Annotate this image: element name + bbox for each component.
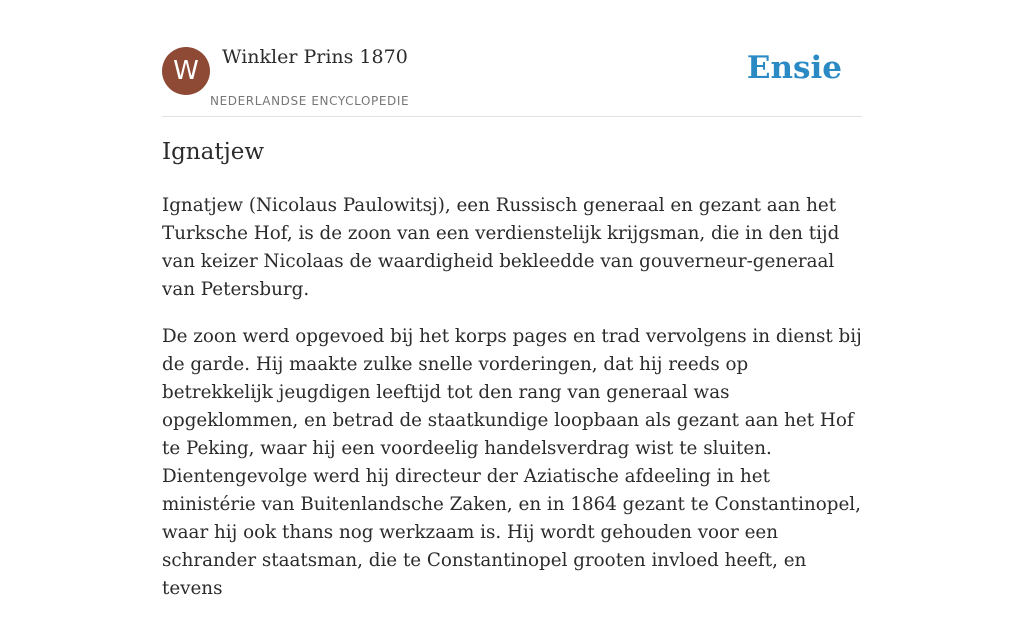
source-subtitle: NEDERLANDSE ENCYCLOPEDIE [210, 94, 410, 108]
ensie-logo[interactable]: Ensie [746, 50, 842, 86]
article-paragraph: Ignatjew (Nicolaus Paulowitsj), een Russisch generaal en gezant aan het Turksche Hof, is de zoon van een verdienstelijk krijgsman, die in den tijd van keizer Nicolaas de waardigheid bekleedde van gouverneur-generaal van Petersburg. [162, 195, 840, 300]
source-avatar[interactable]: W [162, 47, 210, 95]
article-title: Ignatjew [162, 139, 265, 165]
article-paragraph: De zoon werd opgevoed bij het korps pages en trad vervolgens in dienst bij de garde. Hij maakte zulke snelle vorderingen, dat hij reeds op betrekkelijk jeugdigen leeftijd tot den rang van generaal was opgeklommen, en betrad de staatkundige loopbaan als gezant aan het Hof te Peking, waar hij een voordeelig handelsverdrag wist te sluiten. Dientengevolge werd hij directeur der Aziatische afdeeling in het ministérie van Buitenlandsche Zaken, en in 1864 gezant te Constantinopel, waar hij ook thans nog werkzaam is. Hij wordt gehouden voor een schrander staatsman, die te Constantinopel grooten invloed heeft, en tevens [162, 326, 862, 599]
article-body [162, 192, 864, 622]
header [162, 0, 862, 117]
source-title[interactable]: Winkler Prins 1870 [222, 46, 408, 68]
